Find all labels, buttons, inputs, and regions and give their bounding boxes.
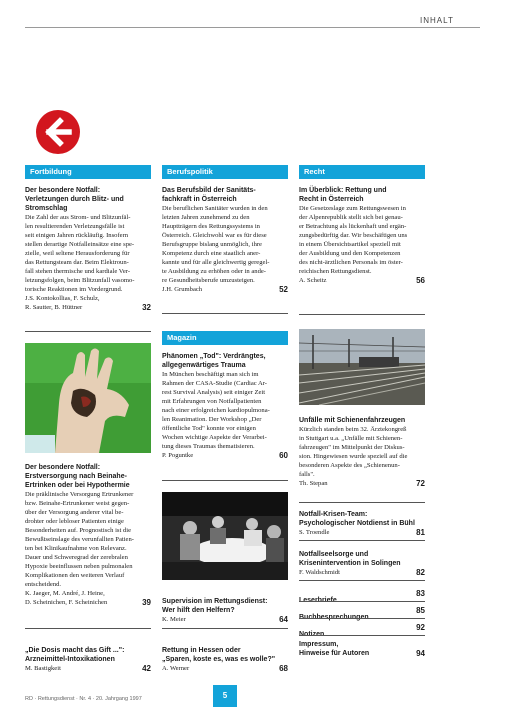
article-authors: S. Troendle [299,529,330,536]
divider [299,601,425,602]
article-sanitaetsfachkraft[interactable] [162,186,288,294]
toc-item-label: Hinweise für Autoren [299,650,370,657]
header-rule [25,27,480,28]
article-abstract: Die Zahl der aus Strom- und Blitzunfäl- len resultierenden Verletzungsfälle ist seit einigen Jahren rückläufig. Insofern stellen derartige Notfalleinsätze eine spe- zielle, weil seltene Herausforderung für das Rettungsteam dar. Beim Elektroun- fall stehen thermische und kardiale Ver- letzungsfolgen, beim Blitzunfall vasomo- torische Reaktionen im Vordergrund. [25,214,135,293]
divider [299,635,425,636]
page-number: 52 [279,285,288,294]
article-title: „Die Dosis macht das Gift ...": [25,647,125,654]
article-authors: K. Meier [162,616,186,623]
article-ertrinken[interactable] [25,463,151,607]
page-number: 81 [416,528,425,537]
toc-item-label: Buchbesprechungen [299,614,369,621]
article-authors: P. Poguntke [162,452,194,459]
article-authors: J.S. Kontokollias, F. Schulz, [25,295,100,302]
section-header-label: INHALT [420,16,454,25]
article-recht-oesterreich[interactable] [299,186,425,285]
section-bar-berufspolitik: Berufspolitik [162,165,288,179]
divider [25,331,151,332]
article-title: Krisenintervention in Solingen [299,560,401,567]
toc-item-notizen[interactable] [299,623,425,638]
article-authors: Th. Stepan [299,480,328,487]
article-abstract: Kürzlich standen beim 32. Ärztekongreß in Stuttgart u.a. „Unfälle mit Schienen- fahrzeugen" im Mittelpunkt der Diskus- sion. Hingewiesen wurde speziell auf die besonderen Aspekte des „Schienenun- falls". [299,426,408,478]
article-notfallseelsorge[interactable] [299,550,425,577]
photo-burn-hand [25,343,151,453]
toc-item-buchbesprechungen[interactable] [299,606,425,621]
article-authors: A. Scheitz [299,277,327,284]
article-title: Verletzungen durch Blitz- und [25,196,124,203]
page-number: 83 [416,589,425,598]
article-gift[interactable] [25,646,151,673]
article-blitz[interactable] [25,186,151,312]
page-number: 72 [416,479,425,488]
article-supervision[interactable] [162,597,288,624]
article-title: „Sparen, koste es, was es wolle?" [162,656,276,663]
photo-railway-tracks [299,329,425,405]
article-authors: R. Sautter, B. Hüttner [25,304,83,311]
section-bar-recht: Recht [299,165,425,179]
back-arrow-icon[interactable] [36,110,80,154]
divider [299,540,425,541]
article-title: Das Berufsbild der Sanitäts- [162,187,256,194]
divider [299,314,425,315]
article-authors: A. Werner [162,665,190,672]
article-title: Rettung in Hessen oder [162,647,241,654]
article-krisen-team[interactable] [299,510,425,537]
article-hessen[interactable] [162,646,288,673]
page-number: 42 [142,664,151,673]
article-title: Der besondere Notfall: [25,464,101,471]
article-authors: K. Jaeger, M. André, J. Heine, [25,590,105,597]
article-abstract: Die beruflichen Sanitäter wurden in den letzten Jahren zunehmend zu den Hauptträgern des Rettungssystems in Österreich. Gleichwohl war es für diese Berufsgruppe bislang unmöglich, ihre Kompetenz durch eine staatlich aner- kannte und für alle gleichwertig geregel- te Ausbildung zu erhöhen oder in ande- re Gesundheitsberufe umzusteigen. [162,205,270,284]
section-bar-magazin: Magazin [162,331,288,345]
article-title: Stromschlag [25,205,68,212]
article-title: Arzneimittel-Intoxikationen [25,656,115,663]
article-title: Psychologischer Notdienst in Bühl [299,520,415,527]
section-bar-fortbildung: Fortbildung [25,165,151,179]
article-title: Recht in Österreich [299,196,364,203]
photo-supervision-group [162,492,288,580]
page-folio: 5 [213,685,237,707]
page-number: 92 [416,623,425,632]
toc-item-label: Impressum, [299,641,339,648]
article-abstract: Die Gesetzeslage zum Rettungswesen in der Alpenrepublik stellt sich bei genau- er Betrachtung als lückenhaft und ergän- zungsbedürftig dar. Wir beschäftigen uns in einem Übersichtsartikel speziell mit der Ausbildung und den Kompetenzen des nicht-ärztlichen Personals im öster- reichischen Rettungsdienst. [299,205,408,275]
article-title: Der besondere Notfall: [25,187,101,194]
article-authors: D. Scheinichen, F. Scheinichen [25,599,108,606]
article-title: Im Überblick: Rettung und [299,187,387,194]
page-number: 56 [416,276,425,285]
article-title: Ertrinken oder bei Hypothermie [25,482,130,489]
article-title: allgegenwärtiges Trauma [162,362,246,369]
article-title: Notfall-Krisen-Team: [299,511,368,518]
toc-item-leserbriefe[interactable] [299,589,425,604]
divider [299,580,425,581]
article-abstract: In München beschäftigt man sich im Rahmen der CASA-Studie (Cardiac Ar- rest Survival Analysis) seit einiger Zeit mit Erfahrungen von Notfallpatienten nach einer erfolgreichen kardiopulmona- len Reanimation. Der Workshop „Der öffentliche Tod" konnte vor einigen Wochen wichtige Aspekte der Verarbei- tung dieses Traumas thematisieren. [162,371,270,450]
page-number: 64 [279,615,288,624]
page-number: 60 [279,451,288,460]
divider [162,313,288,314]
article-authors: M. Bastigkeit [25,665,61,672]
page-number: 39 [142,598,151,607]
toc-item-impressum[interactable] [299,640,425,658]
article-title: Phänomen „Tod": Verdrängtes, [162,353,266,360]
article-authors: F. Waldschmidt [299,569,340,576]
divider [299,618,425,619]
page-number: 94 [416,649,425,658]
footer-citation: RD · Rettungsdienst · Nr. 4 · 20. Jahrgang 1997 [25,696,142,702]
divider [25,628,151,629]
article-abstract: Die präklinische Versorgung Ertrunkener bzw. Beinahe-Ertrunkener weist gegen- über der Versorgung anderer vital be- drohter oder lebloser Patienten einige Besonderheiten auf. Prognostisch ist die Bewußtseinslage des verunfallten Patien- ten bei Klinikaufnahme von Relevanz. Dauer und Schweregrad der zerebralen Hypoxie beeinflussen neben pulmonalen Komplikationen den weiteren Verlauf entscheidend. [25,491,134,588]
article-title: Supervision im Rettungsdienst: [162,598,268,605]
article-title: Erstversorgung nach Beinahe- [25,473,127,480]
article-schienenfahrzeuge[interactable] [299,416,425,488]
page-number: 85 [416,606,425,615]
toc-item-label: Leserbriefe [299,597,337,604]
article-authors: J.H. Grumbach [162,286,203,293]
divider [162,628,288,629]
article-title: Unfälle mit Schienenfahrzeugen [299,417,406,424]
article-title: Notfallseelsorge und [299,551,369,558]
article-tod[interactable] [162,352,288,460]
divider [299,502,425,503]
article-title: fachkraft in Österreich [162,196,237,203]
divider [162,480,288,481]
toc-item-label: Notizen [299,631,325,638]
page-number: 32 [142,303,151,312]
page-number: 68 [279,664,288,673]
page-number: 82 [416,568,425,577]
arrow-left-icon [36,110,80,154]
article-title: Wer hilft den Helfern? [162,607,235,614]
